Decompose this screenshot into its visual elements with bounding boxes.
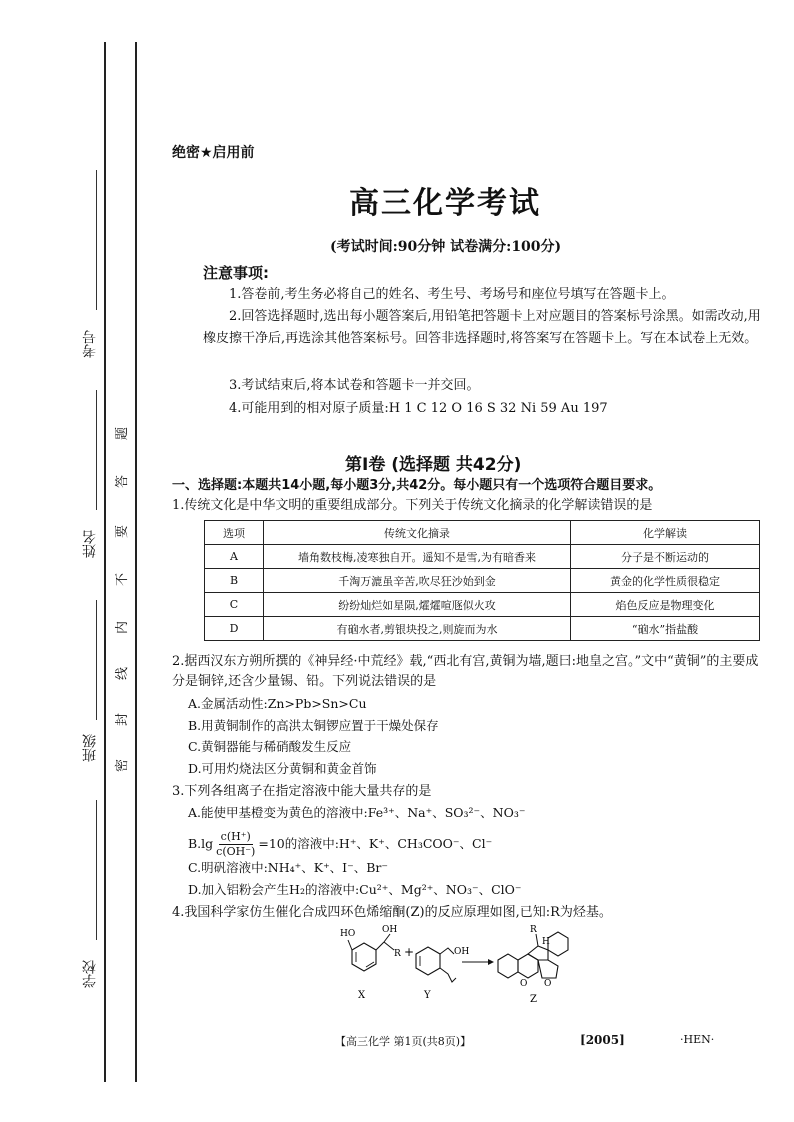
table-cell: 焰色反应是物理变化	[571, 593, 760, 617]
question-2-option: A.金属活动性:Zn>Pb>Sn>Cu	[188, 696, 367, 711]
seal-char: 不	[115, 572, 131, 587]
seal-char: 答	[115, 474, 131, 489]
table-cell: 千淘万漉虽辛苦,吹尽狂沙始到金	[264, 569, 571, 593]
fraction	[216, 830, 255, 859]
notice-item: 2.回答选择题时,选出每小题答案后,用铅笔把答题卡上对应题目的答案标号涂黑。如需改动,用橡皮擦干净后,再选涂其他答案标号。回答非选择题时,将答案写在答题卡上。写在本试卷上无效。	[203, 309, 761, 346]
culture-table	[204, 520, 760, 641]
option-b-prefix: B.lg	[188, 836, 214, 851]
seal-char: 密	[115, 758, 131, 773]
compound-label-x: X	[358, 990, 366, 1001]
confidential-mark: 绝密★启用前	[172, 145, 255, 161]
code-bracket-left: [	[580, 1033, 586, 1047]
compound-label-y: Y	[424, 990, 431, 1001]
table-header-row	[205, 521, 760, 545]
question-3-option: C.明矾溶液中:NH₄⁺、K⁺、I⁻、Br⁻	[188, 860, 388, 875]
section-title: 第Ⅰ卷 (选择题 共42分)	[345, 455, 522, 475]
atom-label: OH	[454, 947, 470, 957]
seal-char: 要	[115, 524, 131, 539]
atom-label: O	[520, 979, 528, 989]
question-4-stem: 4.我国科学家仿生催化合成四环色烯缩酮(Z)的反应原理如图,已知:R为烃基。	[172, 905, 612, 920]
notice-item: 3.考试结束后,将本试卷和答题卡一并交回。	[229, 378, 480, 393]
atom-label: H	[542, 937, 550, 947]
table-cell: 有硇水者,剪银块投之,则旋而为水	[264, 617, 571, 641]
table-row	[205, 569, 760, 593]
side-label-class: 班级	[82, 734, 98, 762]
publisher-mark: ·HEN·	[680, 1033, 715, 1046]
seal-char: 线	[115, 666, 131, 681]
benzene-ring-z1	[498, 954, 518, 978]
seal-char: 封	[115, 712, 131, 727]
page-title: 高三化学考试	[349, 186, 541, 221]
paper-code-value: 2005	[585, 1033, 620, 1047]
seal-char: 题	[115, 426, 131, 441]
atom-label: O	[544, 979, 552, 989]
notice-item: 4.可能用到的相对原子质量:H 1 C 12 O 16 S 32 Ni 59 Au 197	[229, 401, 608, 416]
atom-label: OH	[382, 925, 398, 935]
ring-z3	[528, 946, 548, 960]
ring-z5	[538, 960, 558, 978]
fraction-numerator: c(H⁺)	[220, 829, 251, 843]
table-row	[205, 545, 760, 569]
side-label-exam-no: 考号	[82, 330, 98, 358]
table-cell: B	[205, 569, 264, 593]
question-2-option: D.可用灼烧法区分黄铜和黄金首饰	[188, 761, 377, 776]
table-header: 化学解读	[571, 521, 760, 545]
side-label-name: 姓名	[82, 530, 98, 558]
question-1-stem: 1.传统文化是中华文明的重要组成部分。下列关于传统文化摘录的化学解读错误的是	[172, 498, 653, 513]
seal-char: 内	[115, 620, 131, 635]
table-row	[205, 593, 760, 617]
code-bracket-right: ]	[619, 1033, 625, 1047]
page-footer: 【高三化学 第1页(共8页)】	[335, 1035, 472, 1048]
table-cell: 墙角数枝梅,凌寒独自开。遥知不是雪,为有暗香来	[264, 545, 571, 569]
side-label-school: 学校	[82, 960, 98, 988]
question-2-option: B.用黄铜制作的高洪太铜锣应置于干燥处保存	[188, 718, 439, 733]
table-row	[205, 617, 760, 641]
table-cell: C	[205, 593, 264, 617]
exam-subtitle: (考试时间:90分钟 试卷满分:100分)	[330, 239, 562, 255]
table-cell: D	[205, 617, 264, 641]
atom-label: R	[394, 949, 401, 959]
question-3-stem: 3.下列各组离子在指定溶液中能大量共存的是	[172, 784, 432, 799]
question-3-option: A.能使甲基橙变为黄色的溶液中:Fe³⁺、Na⁺、SO₃²⁻、NO₃⁻	[188, 805, 526, 820]
compound-label-z: Z	[530, 994, 537, 1005]
table-header: 选项	[205, 521, 264, 545]
option-b-tail: =10的溶液中:H⁺、K⁺、CH₃COO⁻、Cl⁻	[258, 836, 493, 851]
section-instruction: 一、选择题:本题共14小题,每小题3分,共42分。每小题只有一个选项符合题目要求。	[172, 478, 662, 493]
table-header: 传统文化摘录	[264, 521, 571, 545]
reaction-scheme	[330, 920, 610, 1030]
school-line	[96, 800, 97, 940]
question-2-stem: 2.据西汉东方朔所撰的《神异经·中荒经》载,“西北有宫,黄铜为墙,题曰:地皇之宫。”文中“黄铜”的主要成分是铜锌,还含少量锡、铅。下列说法错误的是	[172, 654, 759, 689]
atom-label: HO	[340, 929, 356, 939]
class-line	[96, 600, 97, 720]
table-cell: 分子是不断运动的	[571, 545, 760, 569]
paper-code	[580, 1033, 625, 1047]
table-cell: “硇水”指盐酸	[571, 617, 760, 641]
table-cell: A	[205, 545, 264, 569]
question-2-option: C.黄铜器能与稀硝酸发生反应	[188, 739, 352, 754]
question-3-option: D.加入铝粉会产生H₂的溶液中:Cu²⁺、Mg²⁺、NO₃⁻、ClO⁻	[188, 882, 522, 897]
atom-label: R	[530, 925, 537, 935]
notice-item: 1.答卷前,考生务必将自己的姓名、考生号、考场号和座位号填写在答题卡上。	[229, 287, 675, 302]
name-line	[96, 390, 97, 510]
benzene-ring-z4	[548, 932, 568, 956]
notice-heading: 注意事项:	[203, 264, 269, 282]
table-cell: 黄金的化学性质很稳定	[571, 569, 760, 593]
table-cell: 纷纷灿烂如星陨,㸌㸌喧豗似火攻	[264, 593, 571, 617]
fraction-denominator: c(OH⁻)	[216, 844, 256, 858]
plus-sign: +	[404, 945, 415, 959]
